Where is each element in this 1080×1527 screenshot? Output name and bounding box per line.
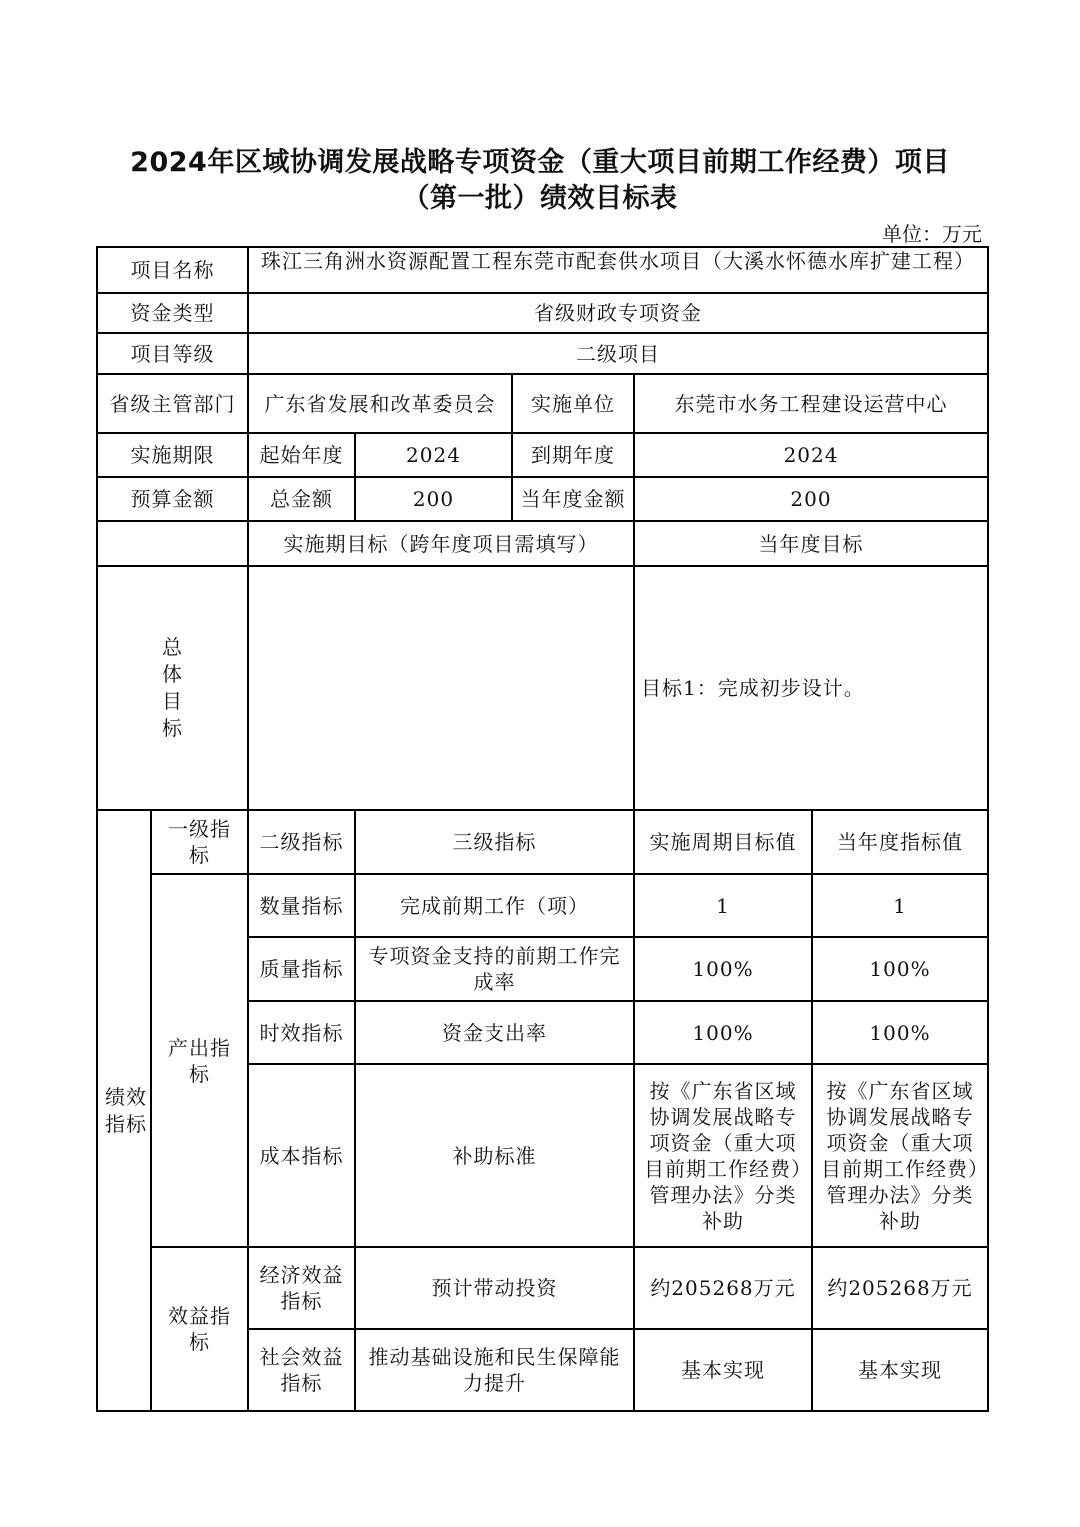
current-value-header: 当年度指标值 [812,810,988,874]
start-year-value: 2024 [355,433,512,477]
current-amount-label: 当年度金额 [512,477,634,521]
indicator-current-value: 1 [812,874,988,937]
indicator-l2: 经济效益指标 [248,1247,355,1329]
level3-header: 三级指标 [355,810,634,874]
indicator-l2: 时效指标 [248,1001,355,1064]
indicator-period-value: 按《广东省区域协调发展战略专项资金（重大项目前期工作经费）管理办法》分类补助 [634,1064,812,1247]
project-name-label: 项目名称 [97,247,248,293]
start-year-label: 起始年度 [248,433,355,477]
indicator-current-value: 100% [812,1001,988,1064]
blank-cell [97,521,248,566]
overall-goal-period [248,566,634,810]
fund-type-label: 资金类型 [97,293,248,333]
indicator-l3: 资金支出率 [355,1001,634,1064]
current-amount-value: 200 [634,477,988,521]
indicator-current-value: 约205268万元 [812,1247,988,1329]
project-level-label: 项目等级 [97,333,248,374]
budget-label: 预算金额 [97,477,248,521]
end-year-value: 2024 [634,433,988,477]
indicator-period-value: 基本实现 [634,1329,812,1411]
overall-goal-current: 目标1：完成初步设计。 [634,566,988,810]
indicator-l2: 社会效益指标 [248,1329,355,1411]
current-goal-header: 当年度目标 [634,521,988,566]
impl-unit-label: 实施单位 [512,374,634,433]
indicator-period-value: 1 [634,874,812,937]
perf-indicator-label: 绩效指标 [105,1084,147,1136]
level2-header: 二级指标 [248,810,355,874]
unit-label: 单位：万元 [882,222,982,246]
page-title-line1: 2024年区域协调发展战略专项资金（重大项目前期工作经费）项目 [130,147,950,178]
indicator-l3: 预计带动投资 [355,1247,634,1329]
period-goal-header: 实施期目标（跨年度项目需填写） [248,521,634,566]
indicator-l3: 专项资金支持的前期工作完成率 [355,937,634,1001]
indicator-l2: 质量指标 [248,937,355,1001]
page-title-line2: （第一批）绩效目标表 [402,183,678,214]
total-label: 总金额 [248,477,355,521]
project-level-value: 二级项目 [248,333,988,374]
indicator-period-value: 100% [634,1001,812,1064]
dept-value: 广东省发展和改革委员会 [248,374,512,433]
fund-type-value: 省级财政专项资金 [248,293,988,333]
indicator-period-value: 约205268万元 [634,1247,812,1329]
period-label: 实施期限 [97,433,248,477]
indicator-l3: 推动基础设施和民生保障能力提升 [355,1329,634,1411]
dept-label: 省级主管部门 [97,374,248,433]
level1-header: 一级指标 [151,810,248,874]
overall-goal-label: 总体目标 [162,635,183,740]
indicator-l3: 完成前期工作（项） [355,874,634,937]
period-value-header: 实施周期目标值 [634,810,812,874]
performance-table [96,246,989,1412]
output-indicator-label: 产出指标 [151,874,248,1247]
end-year-label: 到期年度 [512,433,634,477]
indicator-l2: 成本指标 [248,1064,355,1247]
indicator-period-value: 100% [634,937,812,1001]
project-name-value: 珠江三角洲水资源配置工程东莞市配套供水项目（大溪水怀德水库扩建工程） [261,250,976,273]
indicator-current-value: 100% [812,937,988,1001]
indicator-current-value: 基本实现 [812,1329,988,1411]
total-value: 200 [355,477,512,521]
indicator-l3: 补助标准 [355,1064,634,1247]
indicator-current-value: 按《广东省区域协调发展战略专项资金（重大项目前期工作经费）管理办法》分类补助 [812,1064,988,1247]
indicator-l2: 数量指标 [248,874,355,937]
benefit-indicator-label: 效益指标 [151,1247,248,1411]
impl-unit-value: 东莞市水务工程建设运营中心 [634,374,988,433]
